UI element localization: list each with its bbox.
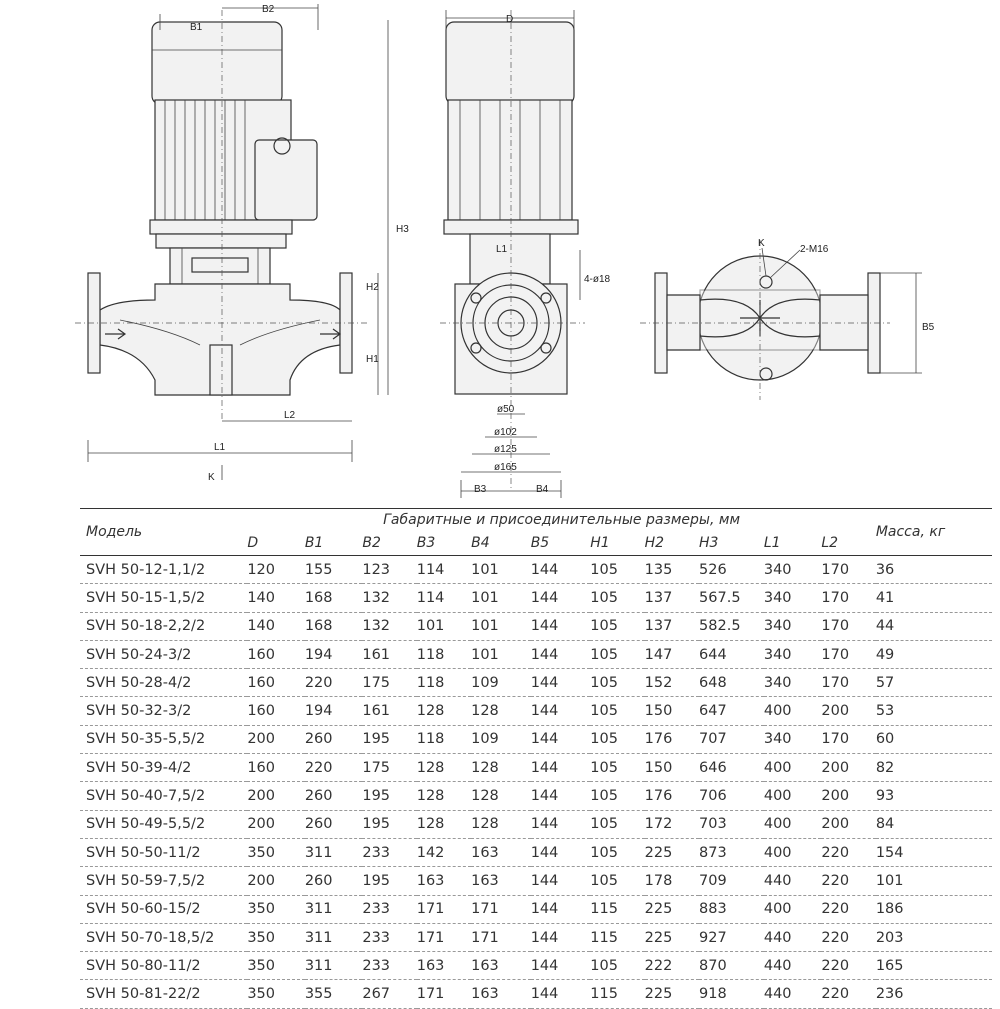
dimension-cell: 225: [645, 838, 699, 866]
dimension-cell: 163: [471, 867, 531, 895]
dimension-cell: 171: [471, 895, 531, 923]
dimension-cell: 350: [247, 980, 305, 1008]
dim-label-d: D: [506, 14, 514, 25]
dimension-cell: 703: [699, 810, 764, 838]
dimension-cell: 200: [821, 782, 875, 810]
dimension-cell: 147: [645, 640, 699, 668]
dimension-cell: 168: [305, 612, 363, 640]
model-cell: SVH 50-60-15/2: [80, 895, 247, 923]
dimension-cell: 350: [247, 838, 305, 866]
mass-cell: 60: [876, 725, 992, 753]
dimension-cell: 118: [417, 725, 471, 753]
mass-cell: 82: [876, 754, 992, 782]
model-cell: SVH 50-70-18,5/2: [80, 923, 247, 951]
dimension-cell: 105: [590, 782, 644, 810]
dim-label-k: K: [208, 472, 215, 483]
dimension-cell: 170: [821, 640, 875, 668]
dimension-cell: 140: [247, 612, 305, 640]
side-view-drawing: [440, 10, 611, 498]
column-header: B2: [362, 531, 416, 556]
dimension-cell: 200: [821, 810, 875, 838]
dimension-cell: 101: [471, 640, 531, 668]
dimension-cell: 440: [764, 980, 822, 1008]
dimension-cell: 163: [417, 867, 471, 895]
dimension-cell: 137: [645, 612, 699, 640]
mass-cell: 154: [876, 838, 992, 866]
dimension-cell: 144: [531, 838, 591, 866]
dimension-cell: 194: [305, 697, 363, 725]
dimension-cell: 171: [417, 923, 471, 951]
dimension-cell: 225: [645, 980, 699, 1008]
dimension-cell: 176: [645, 725, 699, 753]
dimension-cell: 340: [764, 556, 822, 584]
top-view-drawing: [640, 238, 935, 400]
dimension-cell: 709: [699, 867, 764, 895]
dimension-cell: 123: [362, 556, 416, 584]
dimension-cell: 175: [362, 669, 416, 697]
dimension-cell: 171: [417, 895, 471, 923]
dimension-cell: 114: [417, 556, 471, 584]
dimension-cell: 128: [471, 782, 531, 810]
dimension-cell: 648: [699, 669, 764, 697]
dimension-cell: 128: [471, 754, 531, 782]
dimension-cell: 155: [305, 556, 363, 584]
dim-label-m16: 2-M16: [800, 244, 829, 255]
dimension-cell: 340: [764, 725, 822, 753]
dimension-cell: 225: [645, 923, 699, 951]
dimension-cell: 144: [531, 640, 591, 668]
mass-cell: 84: [876, 810, 992, 838]
dimension-cell: 144: [531, 923, 591, 951]
table-row: [80, 612, 992, 640]
dimension-cell: 200: [247, 867, 305, 895]
table-row: [80, 923, 992, 951]
dim-label-b2: B2: [262, 4, 275, 15]
dimension-cell: 115: [590, 980, 644, 1008]
dimension-cell: 144: [531, 867, 591, 895]
column-header: D: [247, 531, 305, 556]
dimension-cell: 150: [645, 754, 699, 782]
mass-cell: 57: [876, 669, 992, 697]
model-cell: SVH 50-28-4/2: [80, 669, 247, 697]
dimension-cell: 400: [764, 782, 822, 810]
dimension-cell: 918: [699, 980, 764, 1008]
dimension-cell: 170: [821, 612, 875, 640]
dimension-cell: 132: [362, 612, 416, 640]
dim-label-b4: B4: [536, 484, 549, 495]
dimension-cell: 140: [247, 584, 305, 612]
dimension-cell: 526: [699, 556, 764, 584]
model-cell: SVH 50-18-2,2/2: [80, 612, 247, 640]
dim-label-top-k: K: [758, 238, 765, 249]
dimension-cell: 200: [247, 725, 305, 753]
dimension-cell: 105: [590, 669, 644, 697]
dimension-cell: 200: [247, 810, 305, 838]
dimension-cell: 870: [699, 952, 764, 980]
dimension-cell: 118: [417, 669, 471, 697]
dimension-cell: 260: [305, 867, 363, 895]
dimension-cell: 105: [590, 725, 644, 753]
model-cell: SVH 50-35-5,5/2: [80, 725, 247, 753]
dimension-cell: 128: [417, 754, 471, 782]
dimension-cell: 150: [645, 697, 699, 725]
dimension-cell: 220: [821, 980, 875, 1008]
dimension-cell: 101: [471, 584, 531, 612]
dimension-cell: 144: [531, 725, 591, 753]
dimension-cell: 144: [531, 980, 591, 1008]
dim-label-h2: H2: [366, 282, 379, 293]
table-row: [80, 697, 992, 725]
dimension-cell: 144: [531, 952, 591, 980]
dimension-cell: 128: [471, 810, 531, 838]
dimension-cell: 311: [305, 952, 363, 980]
dimension-cell: 144: [531, 584, 591, 612]
model-cell: SVH 50-39-4/2: [80, 754, 247, 782]
spec-table: [80, 508, 992, 1009]
dimension-cell: 220: [821, 952, 875, 980]
dim-label-b1: B1: [190, 22, 203, 33]
mass-cell: 93: [876, 782, 992, 810]
dimension-cell: 195: [362, 725, 416, 753]
dim-label-d102: ø102: [494, 427, 517, 438]
dimension-cell: 233: [362, 895, 416, 923]
dimension-cell: 170: [821, 725, 875, 753]
dim-label-l2: L2: [284, 410, 296, 421]
dimension-cell: 440: [764, 923, 822, 951]
group-header: Габаритные и присоединительные размеры, мм: [247, 509, 876, 532]
table-row: [80, 782, 992, 810]
dimension-cell: 105: [590, 838, 644, 866]
table-row: [80, 556, 992, 584]
dimension-cell: 160: [247, 640, 305, 668]
column-header: H3: [699, 531, 764, 556]
dimension-cell: 160: [247, 669, 305, 697]
dimension-cell: 194: [305, 640, 363, 668]
header-row-group: [80, 509, 992, 532]
dimension-cell: 152: [645, 669, 699, 697]
model-cell: SVH 50-81-22/2: [80, 980, 247, 1008]
dimension-cell: 873: [699, 838, 764, 866]
column-header: B1: [305, 531, 363, 556]
dimension-cell: 233: [362, 838, 416, 866]
mass-cell: 165: [876, 952, 992, 980]
dimension-cell: 161: [362, 697, 416, 725]
column-header: L1: [764, 531, 822, 556]
dimension-cell: 567.5: [699, 584, 764, 612]
dimension-cell: 400: [764, 895, 822, 923]
dimension-cell: 220: [821, 895, 875, 923]
dimension-cell: 260: [305, 782, 363, 810]
table-row: [80, 669, 992, 697]
dimension-cell: 144: [531, 754, 591, 782]
model-cell: SVH 50-12-1,1/2: [80, 556, 247, 584]
dimension-cell: 163: [471, 952, 531, 980]
mass-cell: 186: [876, 895, 992, 923]
dimension-cell: 115: [590, 895, 644, 923]
column-header: B3: [417, 531, 471, 556]
spec-table-container: [80, 508, 992, 1009]
dimension-cell: 400: [764, 810, 822, 838]
dimension-cell: 118: [417, 640, 471, 668]
model-cell: SVH 50-49-5,5/2: [80, 810, 247, 838]
dimension-cell: 220: [305, 669, 363, 697]
table-row: [80, 810, 992, 838]
model-cell: SVH 50-59-7,5/2: [80, 867, 247, 895]
dimension-cell: 225: [645, 895, 699, 923]
dim-label-b5: B5: [922, 322, 935, 333]
dimension-cell: 195: [362, 782, 416, 810]
dim-label-l1: L1: [214, 442, 226, 453]
dimension-cell: 220: [821, 838, 875, 866]
dim-label-d50: ø50: [497, 404, 515, 415]
dimension-cell: 105: [590, 867, 644, 895]
dim-label-d125: ø125: [494, 444, 517, 455]
dimension-cell: 144: [531, 810, 591, 838]
dim-label-holes: 4-ø18: [584, 274, 611, 285]
dimension-cell: 105: [590, 640, 644, 668]
dimension-cell: 137: [645, 584, 699, 612]
dimension-cell: 170: [821, 669, 875, 697]
dimension-cell: 101: [471, 556, 531, 584]
dimension-cell: 105: [590, 754, 644, 782]
dimension-cell: 400: [764, 754, 822, 782]
dimension-cell: 200: [247, 782, 305, 810]
dimension-cell: 706: [699, 782, 764, 810]
column-header: B4: [471, 531, 531, 556]
model-cell: SVH 50-40-7,5/2: [80, 782, 247, 810]
dimension-cell: 311: [305, 838, 363, 866]
dimension-cell: 400: [764, 838, 822, 866]
dimension-cell: 350: [247, 952, 305, 980]
dimension-cell: 172: [645, 810, 699, 838]
dimension-cell: 582.5: [699, 612, 764, 640]
dimension-cell: 170: [821, 584, 875, 612]
table-row: [80, 725, 992, 753]
dimension-cell: 260: [305, 810, 363, 838]
table-row: [80, 754, 992, 782]
dimension-cell: 115: [590, 923, 644, 951]
dimension-cell: 883: [699, 895, 764, 923]
table-row: [80, 867, 992, 895]
dimension-cell: 195: [362, 810, 416, 838]
dim-label-h3: H3: [396, 224, 409, 235]
table-row: [80, 584, 992, 612]
dimension-cell: 340: [764, 612, 822, 640]
dimension-cell: 233: [362, 952, 416, 980]
dimension-cell: 105: [590, 810, 644, 838]
dimension-cell: 109: [471, 669, 531, 697]
dimension-cell: 101: [417, 612, 471, 640]
dimension-cell: 350: [247, 923, 305, 951]
mass-cell: 49: [876, 640, 992, 668]
dimension-cell: 220: [305, 754, 363, 782]
model-cell: SVH 50-32-3/2: [80, 697, 247, 725]
model-cell: SVH 50-24-3/2: [80, 640, 247, 668]
column-header: H1: [590, 531, 644, 556]
model-header: Модель: [80, 509, 247, 556]
dimension-cell: 220: [821, 867, 875, 895]
dimension-cell: 311: [305, 923, 363, 951]
mass-cell: 41: [876, 584, 992, 612]
dimension-cell: 105: [590, 952, 644, 980]
dimension-cell: 163: [471, 838, 531, 866]
dimension-cell: 144: [531, 669, 591, 697]
dimension-cell: 171: [471, 923, 531, 951]
dimension-cell: 132: [362, 584, 416, 612]
dimension-cell: 171: [417, 980, 471, 1008]
dimension-cell: 128: [417, 810, 471, 838]
dimension-cell: 163: [471, 980, 531, 1008]
dimension-cell: 222: [645, 952, 699, 980]
dimension-cell: 176: [645, 782, 699, 810]
dimension-cell: 160: [247, 754, 305, 782]
mass-cell: 101: [876, 867, 992, 895]
table-row: [80, 980, 992, 1008]
mass-cell: 203: [876, 923, 992, 951]
dim-label-h1: H1: [366, 354, 379, 365]
column-header: B5: [531, 531, 591, 556]
dim-label-d165: ø165: [494, 462, 517, 473]
dimension-cell: 355: [305, 980, 363, 1008]
dimension-cell: 128: [417, 782, 471, 810]
dimension-cell: 267: [362, 980, 416, 1008]
dimension-cell: 195: [362, 867, 416, 895]
column-header: L2: [821, 531, 875, 556]
dimension-cell: 233: [362, 923, 416, 951]
dimension-cell: 135: [645, 556, 699, 584]
dimension-cell: 340: [764, 669, 822, 697]
dimension-cell: 163: [417, 952, 471, 980]
dimension-cell: 707: [699, 725, 764, 753]
dimension-cell: 440: [764, 867, 822, 895]
dimension-cell: 144: [531, 697, 591, 725]
dimension-cell: 144: [531, 612, 591, 640]
mass-cell: 44: [876, 612, 992, 640]
mass-cell: 53: [876, 697, 992, 725]
dimension-cell: 120: [247, 556, 305, 584]
dimension-cell: 178: [645, 867, 699, 895]
dimension-cell: 400: [764, 697, 822, 725]
dimension-cell: 646: [699, 754, 764, 782]
dimension-cell: 260: [305, 725, 363, 753]
mass-cell: 236: [876, 980, 992, 1008]
dimension-cell: 168: [305, 584, 363, 612]
table-row: [80, 895, 992, 923]
table-row: [80, 838, 992, 866]
dimension-cell: 109: [471, 725, 531, 753]
model-cell: SVH 50-80-11/2: [80, 952, 247, 980]
dimension-cell: 350: [247, 895, 305, 923]
dimension-cell: 105: [590, 697, 644, 725]
dimension-cell: 144: [531, 895, 591, 923]
dimension-cell: 220: [821, 923, 875, 951]
dimension-cell: 200: [821, 697, 875, 725]
spec-table-body: [80, 556, 992, 1009]
dimension-cell: 142: [417, 838, 471, 866]
dimension-cell: 160: [247, 697, 305, 725]
dimension-cell: 200: [821, 754, 875, 782]
dimension-cell: 128: [417, 697, 471, 725]
table-row: [80, 640, 992, 668]
dimension-cell: 927: [699, 923, 764, 951]
dimension-cell: 311: [305, 895, 363, 923]
dimension-cell: 144: [531, 782, 591, 810]
dimension-cell: 644: [699, 640, 764, 668]
mass-header: Масса, кг: [876, 509, 992, 556]
dim-label-side-l1: L1: [496, 244, 508, 255]
model-cell: SVH 50-50-11/2: [80, 838, 247, 866]
dimension-cell: 144: [531, 556, 591, 584]
model-cell: SVH 50-15-1,5/2: [80, 584, 247, 612]
dimension-cell: 101: [471, 612, 531, 640]
dimension-cell: 170: [821, 556, 875, 584]
dimension-cell: 647: [699, 697, 764, 725]
mass-cell: 36: [876, 556, 992, 584]
dim-label-b3: B3: [474, 484, 487, 495]
dimension-cell: 114: [417, 584, 471, 612]
dimension-cell: 175: [362, 754, 416, 782]
dimension-cell: 161: [362, 640, 416, 668]
dimension-cell: 440: [764, 952, 822, 980]
dimension-cell: 105: [590, 612, 644, 640]
dimension-cell: 105: [590, 556, 644, 584]
front-view-drawing: [75, 4, 409, 483]
dimension-cell: 340: [764, 640, 822, 668]
column-header: H2: [645, 531, 699, 556]
dimension-cell: 340: [764, 584, 822, 612]
dimension-cell: 128: [471, 697, 531, 725]
dimension-cell: 105: [590, 584, 644, 612]
table-row: [80, 952, 992, 980]
